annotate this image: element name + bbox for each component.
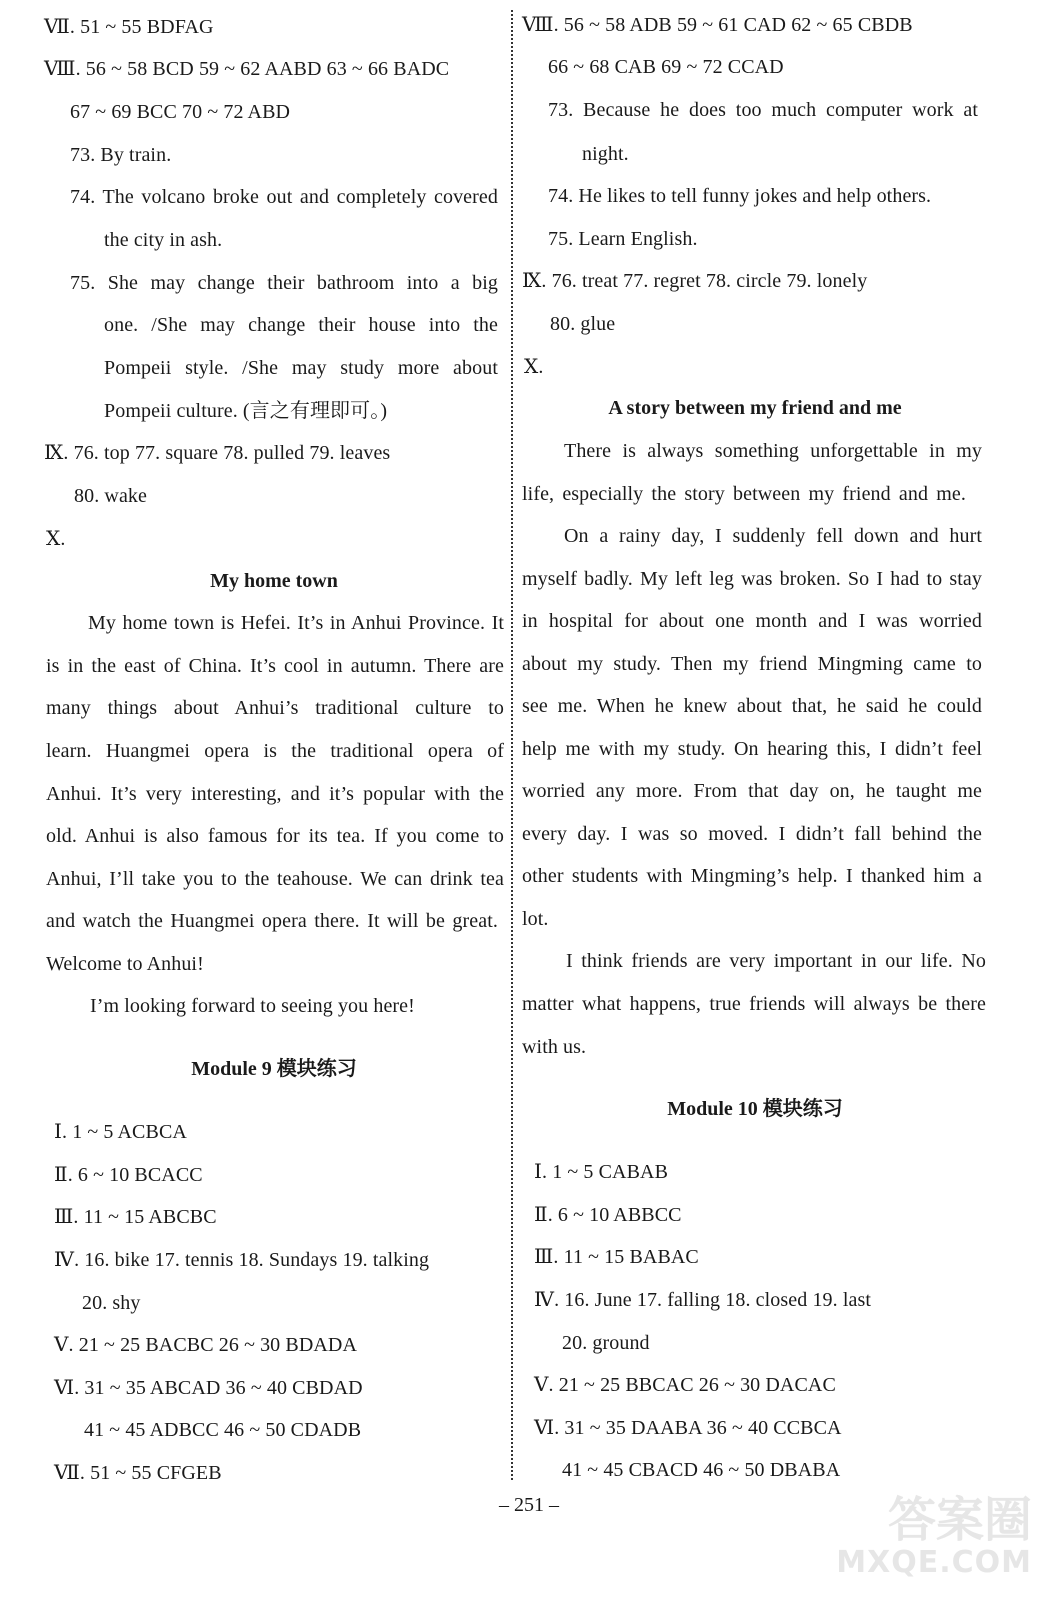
essay-line: Anhui. It’s very interesting, and it’s popular with the — [46, 783, 504, 805]
answer-line: Pompeii style. /She may study more about — [104, 357, 498, 379]
answer-line: 73. Because he does too much computer work at — [548, 99, 978, 121]
essay-line: lot. — [522, 908, 549, 930]
answer-line: 67 ~ 69 BCC 70 ~ 72 ABD — [70, 101, 291, 123]
answer-line: 74. He likes to tell funny jokes and help others. — [548, 185, 932, 207]
answer-line: Ⅴ. 21 ~ 25 BBCAC 26 ~ 30 DACAC — [534, 1374, 836, 1396]
essay-line: Anhui, I’ll take you to the teahouse. We can drink tea — [46, 868, 504, 890]
answer-line: Ⅸ. 76. top 77. square 78. pulled 79. leaves — [44, 442, 391, 464]
essay-line: On a rainy day, I suddenly fell down and hurt — [564, 525, 982, 547]
essay-line: other students with Mingming’s help. I thanked him a — [522, 865, 982, 887]
essay-line: life, especially the story between my friend and me. — [522, 483, 966, 505]
answer-line: Ⅰ. 1 ~ 5 CABAB — [534, 1161, 669, 1183]
answer-line: Ⅲ. 11 ~ 15 BABAC — [534, 1246, 699, 1268]
answer-line: 41 ~ 45 ADBCC 46 ~ 50 CDADB — [84, 1419, 362, 1441]
answer-line: Ⅴ. 21 ~ 25 BACBC 26 ~ 30 BDADA — [54, 1334, 357, 1356]
watermark-logo: 答案圈 — [887, 1492, 1032, 1548]
section-label: Ⅹ. — [46, 528, 66, 550]
answer-line: Ⅳ. 16. bike 17. tennis 18. Sundays 19. talking — [54, 1249, 430, 1271]
module-title: Module 9 模块练习 — [191, 1058, 357, 1080]
essay-line: worried any more. From that day on, he taught me — [522, 780, 982, 802]
section-label: Ⅹ. — [524, 356, 544, 378]
answer-line: Ⅶ. 51 ~ 55 BDFAG — [44, 16, 214, 38]
answer-line: one. /She may change their house into the — [104, 314, 498, 336]
answer-line: Ⅵ. 31 ~ 35 DAABA 36 ~ 40 CCBCA — [534, 1417, 842, 1439]
essay-line: every day. I was so moved. I didn’t fall behind the — [522, 823, 982, 845]
essay-line: in hospital for about one month and I was worried — [522, 610, 982, 632]
answer-line: Ⅶ. 51 ~ 55 CFGEB — [54, 1462, 222, 1484]
answer-line: 74. The volcano broke out and completely covered — [70, 186, 498, 208]
answer-line: 41 ~ 45 CBACD 46 ~ 50 DBABA — [562, 1459, 841, 1481]
answer-line: Ⅷ. 56 ~ 58 ADB 59 ~ 61 CAD 62 ~ 65 CBDB — [522, 14, 913, 36]
essay-line: learn. Huangmei opera is the traditional opera of — [46, 740, 504, 762]
answer-line: 66 ~ 68 CAB 69 ~ 72 CCAD — [548, 56, 784, 78]
answer-line: 20. ground — [562, 1332, 650, 1354]
answer-line: Ⅲ. 11 ~ 15 ABCBC — [54, 1206, 217, 1228]
answer-line: Ⅱ. 6 ~ 10 ABBCC — [534, 1204, 682, 1226]
answer-line: Ⅱ. 6 ~ 10 BCACC — [54, 1164, 203, 1186]
essay-line: My home town is Hefei. It’s in Anhui Province. It — [88, 612, 504, 634]
essay-title: A story between my friend and me — [608, 397, 902, 419]
watermark-text: MXQE.COM — [836, 1545, 1032, 1580]
answer-line: night. — [582, 143, 629, 165]
essay-title: My home town — [210, 570, 338, 592]
essay-line: Welcome to Anhui! — [46, 953, 204, 975]
essay-line: with us. — [522, 1036, 587, 1058]
essay-line: There is always something unforgettable in my — [564, 440, 982, 462]
answer-line: Ⅵ. 31 ~ 35 ABCAD 36 ~ 40 CBDAD — [54, 1377, 363, 1399]
answer-line: Ⅰ. 1 ~ 5 ACBCA — [54, 1121, 187, 1143]
answer-line: Pompeii culture. (言之有理即可。) — [104, 400, 388, 422]
essay-line: help me with my study. On hearing this, I didn’t feel — [522, 738, 982, 760]
essay-line: matter what happens, true friends will always be there — [522, 993, 986, 1015]
essay-line: I’m looking forward to seeing you here! — [90, 995, 415, 1017]
answer-line: 75. Learn English. — [548, 228, 698, 250]
essay-line: about my study. Then my friend Mingming came to — [522, 653, 982, 675]
answer-line: 75. She may change their bathroom into a big — [70, 272, 498, 294]
essay-line: see me. When he knew about that, he said he could — [522, 695, 982, 717]
column-divider — [511, 10, 513, 1480]
answer-line: 20. shy — [82, 1292, 141, 1314]
page-number: – 251 – — [499, 1494, 559, 1516]
answer-line: 73. By train. — [70, 144, 172, 166]
essay-line: is in the east of China. It’s cool in autumn. There are — [46, 655, 504, 677]
answer-line: 80. glue — [550, 313, 616, 335]
essay-line: and watch the Huangmei opera there. It will be great. — [46, 910, 498, 932]
essay-line: old. Anhui is also famous for its tea. If you come to — [46, 825, 504, 847]
answer-line: Ⅸ. 76. treat 77. regret 78. circle 79. lonely — [522, 270, 868, 292]
answer-line: Ⅷ. 56 ~ 58 BCD 59 ~ 62 AABD 63 ~ 66 BADC — [44, 58, 450, 80]
module-title: Module 10 模块练习 — [667, 1098, 843, 1120]
answer-line: 80. wake — [74, 485, 147, 507]
answer-line: the city in ash. — [104, 229, 223, 251]
answer-line: Ⅳ. 16. June 17. falling 18. closed 19. last — [534, 1289, 872, 1311]
essay-line: myself badly. My left leg was broken. So I had to stay — [522, 568, 982, 590]
essay-line: I think friends are very important in our life. No — [566, 950, 986, 972]
essay-line: many things about Anhui’s traditional culture to — [46, 697, 504, 719]
